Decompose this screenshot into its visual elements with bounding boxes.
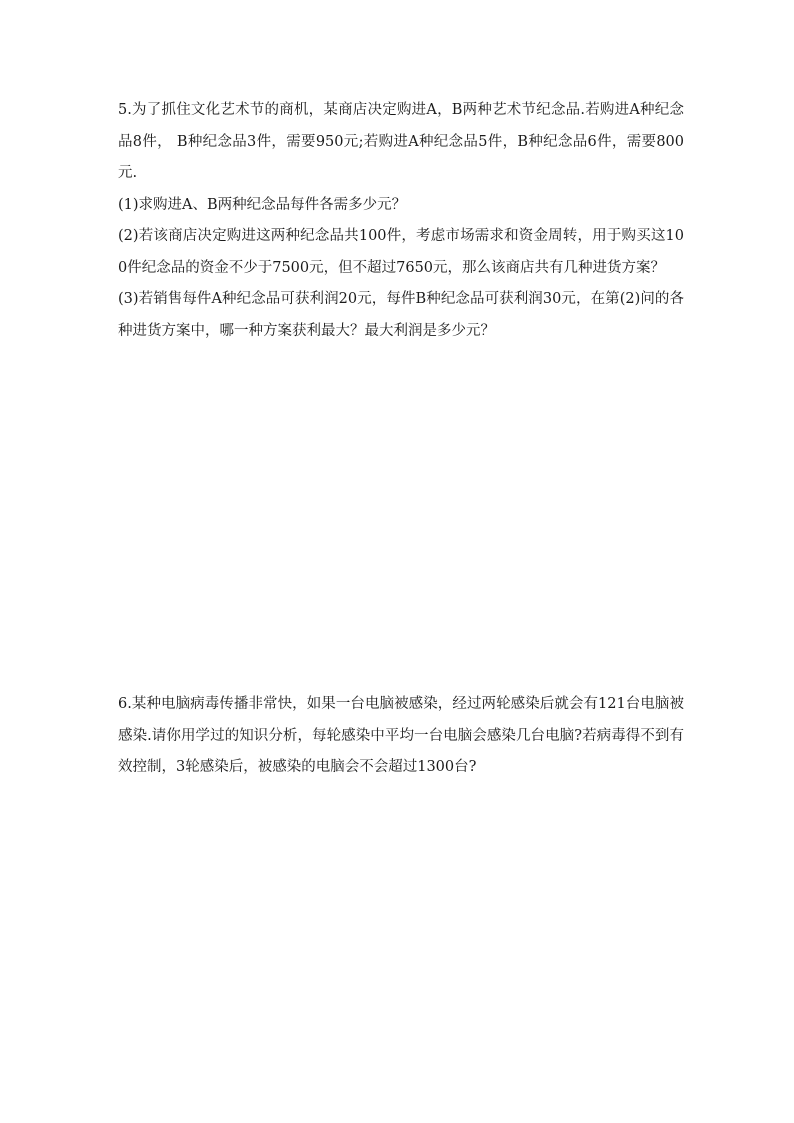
problem-6-stem-text: 某种电脑病毒传播非常快，如果一台电脑被感染，经过两轮感染后就会有121台电脑被感染.请你用学过的知识分析，每轮感染中平均一台电脑会感染几台电脑?若病毒得不到有效控制，3轮感染后，被感染的电脑会不会超过1300台? [118,696,684,775]
problem-5-stem-text: 为了抓住文化艺术节的商机，某商店决定购进A，B两种艺术节纪念品.若购进A种纪念品8件， B种纪念品3件，需要950元;若购进A种纪念品5件，B种纪念品6件，需要800元. [118,102,684,181]
problem-5-part-3: (3)若销售每件A种纪念品可获利润20元，每件B种纪念品可获利润30元，在第(2)问的各种进货方案中，哪一种方案获利最大？最大利润是多少元？ [118,291,684,339]
problem-5-number: 5. [118,102,132,118]
problem-6-number: 6. [118,696,132,712]
problem-5-stem [118,95,684,190]
problem-5-part-2: (2)若该商店决定购进这两种纪念品共100件，考虑市场需求和资金周转，用于购买这100件纪念品的资金不少于7500元，但不超过7650元，那么该商店共有几种进货方案？ [118,228,684,276]
problem-5-part-1: (1)求购进A、B两种纪念品每件各需多少元？ [118,196,407,213]
problem-6-stem [118,689,684,784]
problem-6 [118,689,684,784]
problem-5 [118,95,684,347]
